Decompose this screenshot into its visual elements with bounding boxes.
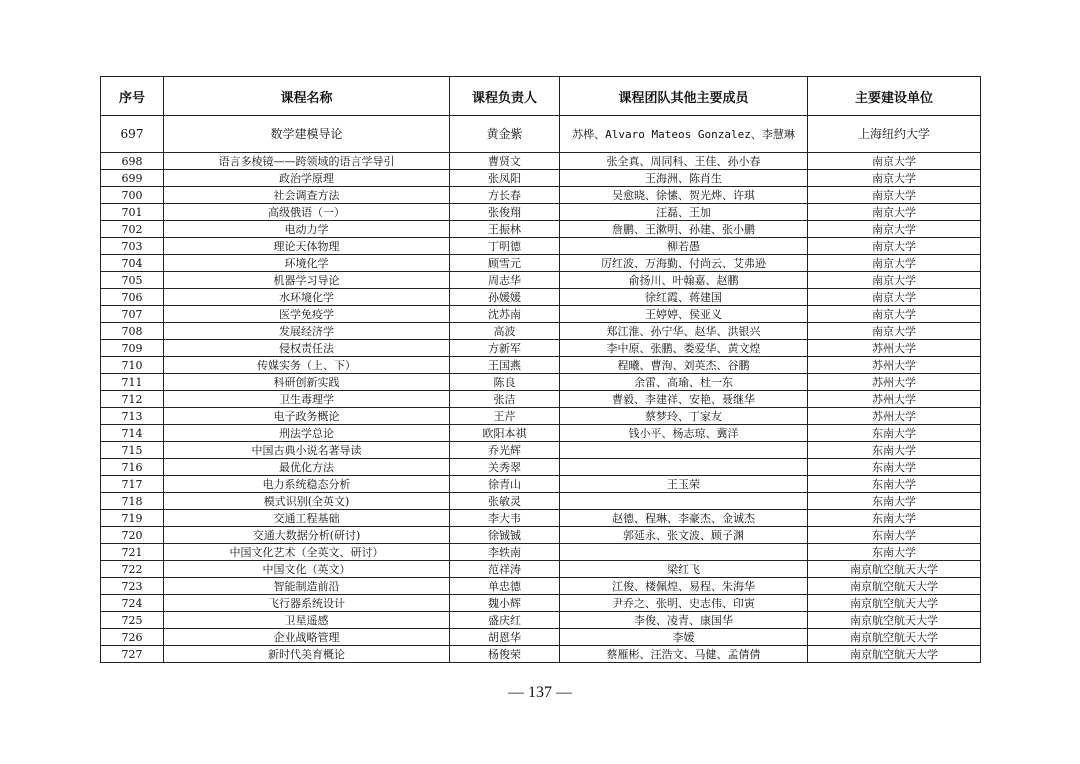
cell-members: 钱小平、杨志琼、冀洋: [560, 425, 808, 442]
cell-members: 俞扬川、叶翰嘉、赵鹏: [560, 272, 808, 289]
cell-no: 713: [101, 408, 164, 425]
cell-members: 吴愈晓、徐愫、贺光烨、许琪: [560, 187, 808, 204]
cell-lead: 沈苏南: [450, 306, 560, 323]
cell-course: 科研创新实践: [164, 374, 450, 391]
cell-no: 715: [101, 442, 164, 459]
header-no: 序号: [101, 77, 164, 116]
cell-no: 727: [101, 646, 164, 663]
cell-course: 传媒实务（上、下）: [164, 357, 450, 374]
cell-course: 新时代美育概论: [164, 646, 450, 663]
cell-no: 722: [101, 561, 164, 578]
page-number: — 137 —: [508, 684, 572, 701]
cell-unit: 苏州大学: [808, 391, 981, 408]
cell-members: 厉红波、万海勤、付尚云、艾弗逊: [560, 255, 808, 272]
cell-course: 交通工程基础: [164, 510, 450, 527]
cell-course: 中国文化艺术（全英文、研讨）: [164, 544, 450, 561]
cell-members: 王玉荣: [560, 476, 808, 493]
cell-no: 705: [101, 272, 164, 289]
cell-lead: 盛庆红: [450, 612, 560, 629]
cell-lead: 方长春: [450, 187, 560, 204]
table-row: [101, 170, 981, 187]
table-row: [101, 187, 981, 204]
cell-no: 726: [101, 629, 164, 646]
cell-course: 刑法学总论: [164, 425, 450, 442]
header-unit: 主要建设单位: [808, 77, 981, 116]
cell-unit: 南京航空航天大学: [808, 646, 981, 663]
cell-members: [560, 459, 808, 476]
cell-lead: 孙媛媛: [450, 289, 560, 306]
cell-no: 699: [101, 170, 164, 187]
cell-lead: 王芹: [450, 408, 560, 425]
table-row: [101, 272, 981, 289]
cell-no: 700: [101, 187, 164, 204]
cell-lead: 王振林: [450, 221, 560, 238]
cell-unit: 东南大学: [808, 476, 981, 493]
cell-unit: 南京大学: [808, 306, 981, 323]
cell-course: 语言多棱镜——跨领域的语言学导引: [164, 153, 450, 170]
cell-members: 蔡雁彬、汪浩文、马健、孟倩倩: [560, 646, 808, 663]
cell-no: 718: [101, 493, 164, 510]
cell-members: 李媛: [560, 629, 808, 646]
cell-lead: 李轶南: [450, 544, 560, 561]
table-row: [101, 374, 981, 391]
cell-members: 江俊、楼佩煌、易程、朱海华: [560, 578, 808, 595]
cell-members: 郭延永、张文波、顾子渊: [560, 527, 808, 544]
table-row: [101, 306, 981, 323]
table-row: [101, 289, 981, 306]
cell-unit: 南京大学: [808, 272, 981, 289]
cell-members: 余雷、高瑜、杜一东: [560, 374, 808, 391]
cell-lead: 陈良: [450, 374, 560, 391]
cell-no: 725: [101, 612, 164, 629]
cell-lead: 范祥涛: [450, 561, 560, 578]
cell-no: 712: [101, 391, 164, 408]
cell-course: 飞行器系统设计: [164, 595, 450, 612]
cell-unit: 南京大学: [808, 221, 981, 238]
cell-members: 汪磊、王加: [560, 204, 808, 221]
table-row: [101, 153, 981, 170]
cell-course: 中国古典小说名著导读: [164, 442, 450, 459]
cell-course: 电动力学: [164, 221, 450, 238]
table-row: [101, 561, 981, 578]
table-row: [101, 612, 981, 629]
cell-lead: 欧阳本祺: [450, 425, 560, 442]
cell-lead: 徐铖铖: [450, 527, 560, 544]
cell-members: 柳若愚: [560, 238, 808, 255]
table-row: [101, 544, 981, 561]
cell-no: 710: [101, 357, 164, 374]
cell-course: 电力系统稳态分析: [164, 476, 450, 493]
cell-course: 政治学原理: [164, 170, 450, 187]
cell-unit: 苏州大学: [808, 340, 981, 357]
cell-lead: 乔光辉: [450, 442, 560, 459]
cell-course: 卫生毒理学: [164, 391, 450, 408]
cell-lead: 单忠德: [450, 578, 560, 595]
course-table: [100, 76, 981, 663]
table-row: [101, 459, 981, 476]
cell-unit: 南京航空航天大学: [808, 578, 981, 595]
table-header-row: [101, 77, 981, 116]
cell-no: 701: [101, 204, 164, 221]
cell-no: 708: [101, 323, 164, 340]
cell-lead: 魏小辉: [450, 595, 560, 612]
cell-course: 水环境化学: [164, 289, 450, 306]
table-row: [101, 408, 981, 425]
cell-members: 郑江淮、孙宁华、赵华、洪银兴: [560, 323, 808, 340]
table-row: [101, 527, 981, 544]
table-row: [101, 510, 981, 527]
cell-members: [560, 442, 808, 459]
table-row: [101, 425, 981, 442]
cell-members: 王婷婷、侯亚义: [560, 306, 808, 323]
cell-course: 发展经济学: [164, 323, 450, 340]
cell-members: 程曦、曹洵、刘英杰、谷鹏: [560, 357, 808, 374]
cell-unit: 东南大学: [808, 527, 981, 544]
table-row: [101, 391, 981, 408]
cell-members: 蔡梦玲、丁家友: [560, 408, 808, 425]
cell-course: 交通大数据分析(研讨): [164, 527, 450, 544]
cell-course: 卫星遥感: [164, 612, 450, 629]
cell-no: 716: [101, 459, 164, 476]
cell-lead: 张洁: [450, 391, 560, 408]
cell-course: 智能制造前沿: [164, 578, 450, 595]
cell-unit: 苏州大学: [808, 408, 981, 425]
cell-lead: 胡恩华: [450, 629, 560, 646]
cell-unit: 东南大学: [808, 459, 981, 476]
cell-members: [560, 544, 808, 561]
table-row: [101, 476, 981, 493]
cell-members: 李俊、凌青、康国华: [560, 612, 808, 629]
cell-no: 698: [101, 153, 164, 170]
cell-lead: 方新军: [450, 340, 560, 357]
table-row: [101, 221, 981, 238]
cell-unit: 东南大学: [808, 493, 981, 510]
table-row: [101, 238, 981, 255]
cell-unit: 南京航空航天大学: [808, 612, 981, 629]
cell-unit: 上海纽约大学: [808, 116, 981, 153]
cell-lead: 顾雪元: [450, 255, 560, 272]
cell-members: 詹鹏、王漱明、孙建、张小鹏: [560, 221, 808, 238]
cell-lead: 曹贤文: [450, 153, 560, 170]
table-row: [101, 442, 981, 459]
cell-unit: 东南大学: [808, 544, 981, 561]
table-row: [101, 629, 981, 646]
cell-lead: 王国燕: [450, 357, 560, 374]
cell-unit: 南京大学: [808, 255, 981, 272]
table-row: [101, 340, 981, 357]
cell-members: 尹乔之、张明、史志伟、印寅: [560, 595, 808, 612]
cell-members: 张全真、周同科、王佳、孙小春: [560, 153, 808, 170]
cell-unit: 南京大学: [808, 323, 981, 340]
cell-no: 711: [101, 374, 164, 391]
table-row: [101, 493, 981, 510]
cell-course: 数学建模导论: [164, 116, 450, 153]
cell-members: 赵德、程琳、李豪杰、金诚杰: [560, 510, 808, 527]
cell-unit: 东南大学: [808, 510, 981, 527]
cell-lead: 张凤阳: [450, 170, 560, 187]
cell-no: 707: [101, 306, 164, 323]
cell-lead: 李大韦: [450, 510, 560, 527]
cell-no: 702: [101, 221, 164, 238]
cell-course: 机器学习导论: [164, 272, 450, 289]
cell-course: 最优化方法: [164, 459, 450, 476]
cell-course: 电子政务概论: [164, 408, 450, 425]
cell-no: 721: [101, 544, 164, 561]
table-row: [101, 595, 981, 612]
table-row: [101, 116, 981, 153]
cell-unit: 南京大学: [808, 187, 981, 204]
cell-lead: 高波: [450, 323, 560, 340]
cell-course: 企业战略管理: [164, 629, 450, 646]
table-body: [101, 116, 981, 663]
table-row: [101, 323, 981, 340]
cell-members: 苏桦、Alvaro Mateos Gonzalez、李慧琳: [560, 116, 808, 153]
cell-no: 709: [101, 340, 164, 357]
cell-no: 706: [101, 289, 164, 306]
table-row: [101, 357, 981, 374]
cell-course: 社会调查方法: [164, 187, 450, 204]
cell-course: 侵权责任法: [164, 340, 450, 357]
cell-course: 中国文化（英文）: [164, 561, 450, 578]
cell-members: [560, 493, 808, 510]
cell-course: 环境化学: [164, 255, 450, 272]
cell-members: 梁红飞: [560, 561, 808, 578]
cell-no: 720: [101, 527, 164, 544]
cell-lead: 杨俊荣: [450, 646, 560, 663]
cell-no: 704: [101, 255, 164, 272]
cell-no: 719: [101, 510, 164, 527]
cell-lead: 张俊翔: [450, 204, 560, 221]
cell-unit: 南京大学: [808, 153, 981, 170]
cell-lead: 徐青山: [450, 476, 560, 493]
cell-lead: 张敏灵: [450, 493, 560, 510]
cell-unit: 苏州大学: [808, 357, 981, 374]
cell-unit: 南京大学: [808, 289, 981, 306]
table-row: [101, 255, 981, 272]
cell-no: 714: [101, 425, 164, 442]
cell-unit: 南京大学: [808, 238, 981, 255]
cell-course: 模式识别(全英文): [164, 493, 450, 510]
cell-lead: 丁明德: [450, 238, 560, 255]
cell-unit: 南京航空航天大学: [808, 629, 981, 646]
cell-unit: 南京航空航天大学: [808, 595, 981, 612]
cell-unit: 南京大学: [808, 204, 981, 221]
cell-unit: 南京大学: [808, 170, 981, 187]
cell-no: 724: [101, 595, 164, 612]
cell-no: 723: [101, 578, 164, 595]
cell-members: 曹毅、李建祥、安艳、聂继华: [560, 391, 808, 408]
cell-members: 王海洲、陈肖生: [560, 170, 808, 187]
table-row: [101, 646, 981, 663]
header-members: 课程团队其他主要成员: [560, 77, 808, 116]
cell-course: 医学免疫学: [164, 306, 450, 323]
cell-unit: 南京航空航天大学: [808, 561, 981, 578]
cell-lead: 黄金紫: [450, 116, 560, 153]
cell-lead: 周志华: [450, 272, 560, 289]
cell-unit: 苏州大学: [808, 374, 981, 391]
cell-lead: 关秀翠: [450, 459, 560, 476]
table-row: [101, 204, 981, 221]
table-row: [101, 578, 981, 595]
cell-no: 697: [101, 116, 164, 153]
cell-members: 李中原、张鹏、娄爱华、黄文煌: [560, 340, 808, 357]
cell-unit: 东南大学: [808, 425, 981, 442]
cell-no: 703: [101, 238, 164, 255]
header-lead: 课程负责人: [450, 77, 560, 116]
cell-course: 理论天体物理: [164, 238, 450, 255]
cell-unit: 东南大学: [808, 442, 981, 459]
cell-members: 徐红霞、蒋建国: [560, 289, 808, 306]
cell-course: 高级俄语（一）: [164, 204, 450, 221]
cell-no: 717: [101, 476, 164, 493]
header-course: 课程名称: [164, 77, 450, 116]
